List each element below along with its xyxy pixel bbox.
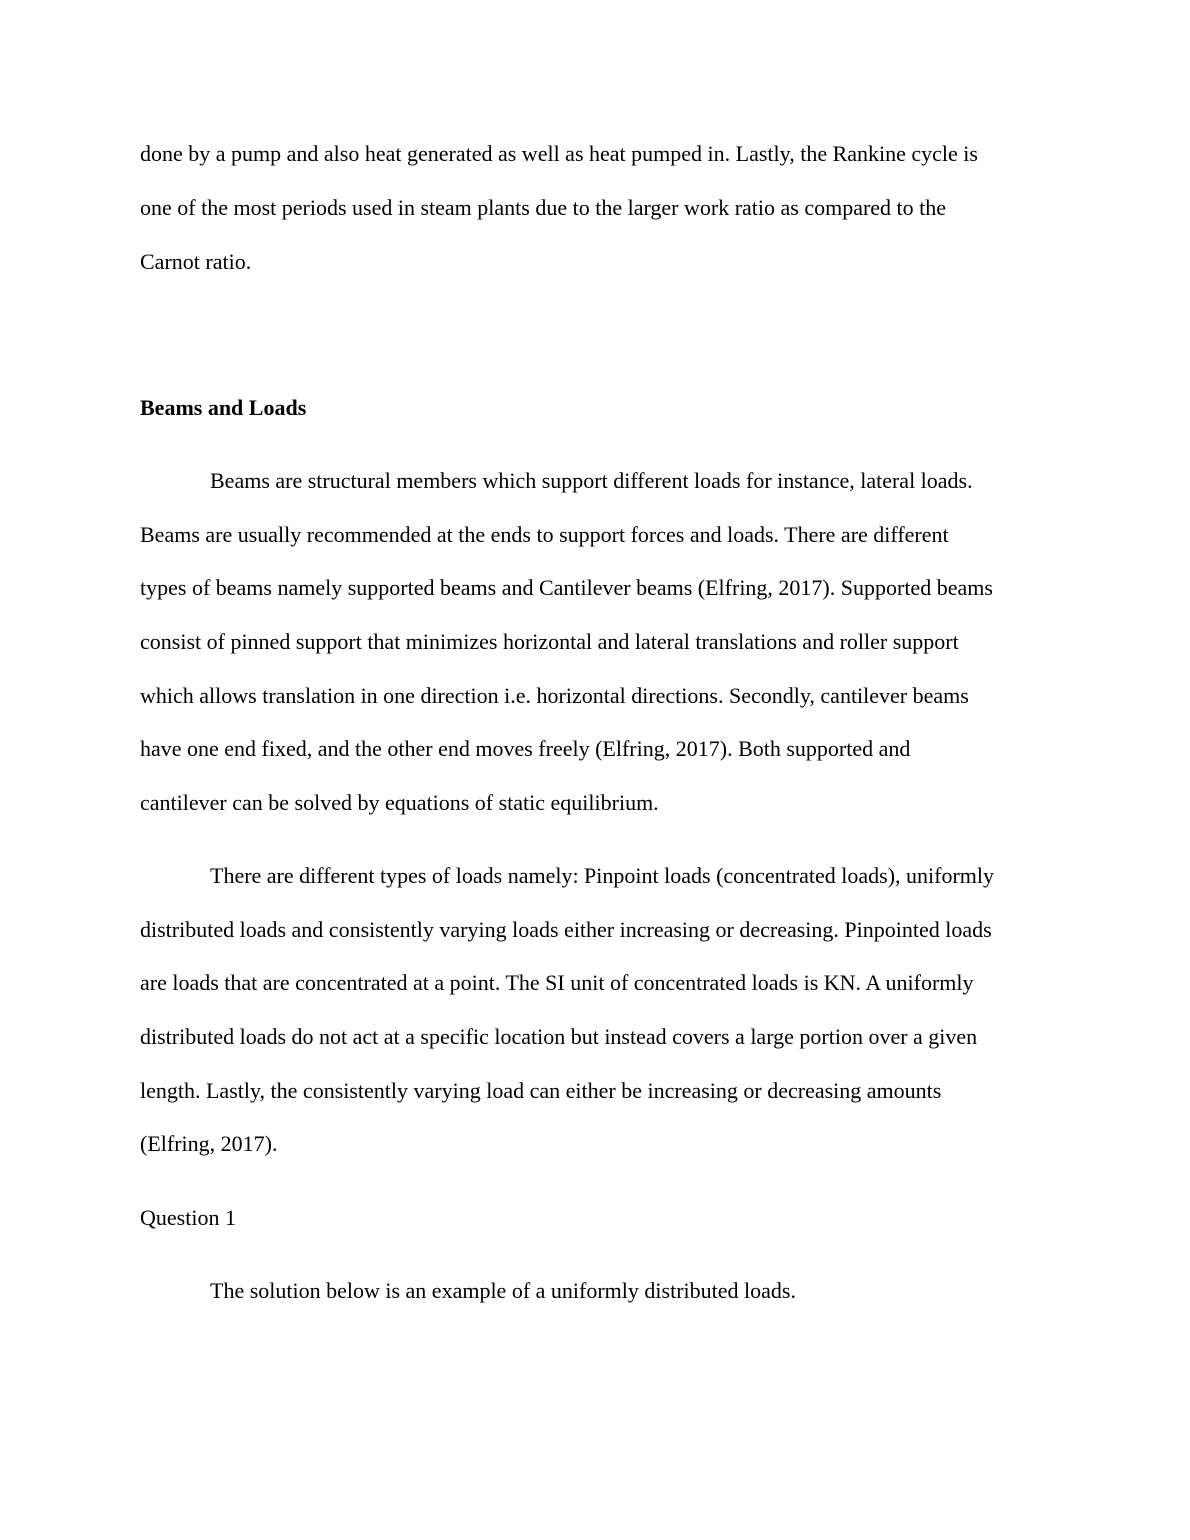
question-text: The solution below is an example of a uniformly distributed loads. [210,1278,796,1303]
paragraph2-line-6: (Elfring, 2017). [140,1131,278,1156]
intro-line-1: done by a pump and also heat generated as well as heat pumped in. Lastly, the Rankine cycle is [140,141,978,166]
paragraph1-line-5: which allows translation in one direction i.e. horizontal directions. Secondly, cantilever beams [140,683,969,708]
paragraph1-line-3: types of beams namely supported beams and Cantilever beams (Elfring, 2017). Supported beams [140,575,993,600]
paragraph2-line-1: There are different types of loads namely: Pinpoint loads (concentrated loads), uniformly [210,863,995,888]
paragraph2-line-5: length. Lastly, the consistently varying load can either be increasing or decreasing amounts [140,1078,942,1103]
question-label: Question 1 [140,1205,236,1230]
paragraph1-line-2: Beams are usually recommended at the ends to support forces and loads. There are different [140,522,949,547]
section-heading: Beams and Loads [140,395,307,420]
paragraph1-line-6: have one end fixed, and the other end moves freely (Elfring, 2017). Both supported and [140,736,911,761]
intro-line-3: Carnot ratio. [140,249,252,274]
paragraph2-line-4: distributed loads do not act at a specific location but instead covers a large portion over a given [140,1024,978,1049]
paragraph1-line-4: consist of pinned support that minimizes horizontal and lateral translations and roller support [140,629,959,654]
paragraph1-line-1: Beams are structural members which support different loads for instance, lateral loads. [210,468,973,493]
paragraph2-line-3: are loads that are concentrated at a point. The SI unit of concentrated loads is KN. A uniformly [140,970,974,995]
paragraph1-line-7: cantilever can be solved by equations of static equilibrium. [140,790,659,815]
paragraph2-line-2: distributed loads and consistently varying loads either increasing or decreasing. Pinpointed loads [140,917,992,942]
intro-line-2: one of the most periods used in steam plants due to the larger work ratio as compared to the [140,195,947,220]
